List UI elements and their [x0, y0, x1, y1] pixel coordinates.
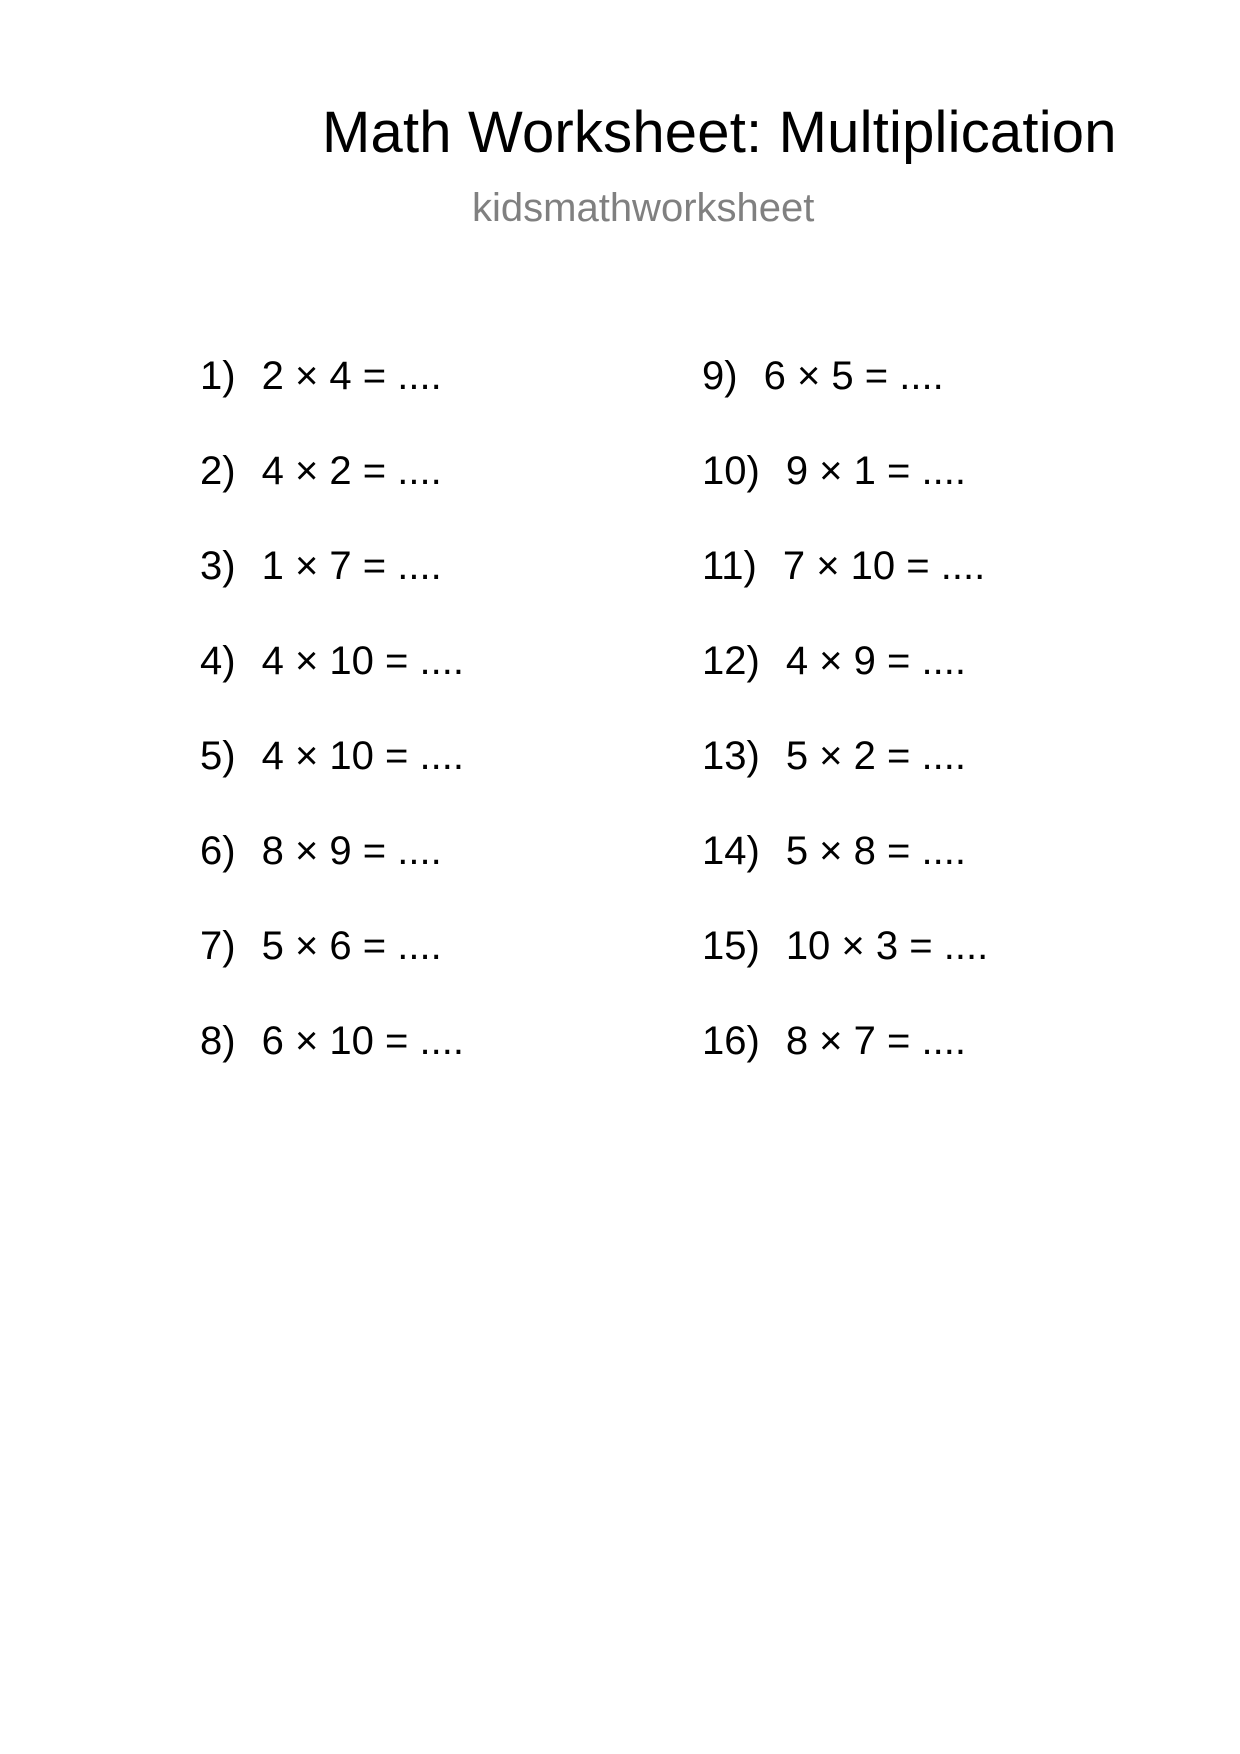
problem-expression: 8 × 7 = .... — [785, 1019, 966, 1063]
problem-expression: 6 × 10 = .... — [261, 1019, 464, 1063]
problem-item — [702, 631, 988, 726]
problem-number: 16) — [702, 1019, 760, 1063]
problem-item — [200, 536, 464, 631]
problem-number: 14) — [702, 829, 760, 873]
problem-expression: 5 × 2 = .... — [785, 734, 966, 778]
problem-item — [702, 1011, 988, 1106]
worksheet-title: Math Worksheet: Multiplication — [322, 100, 1117, 165]
problem-expression: 8 × 9 = .... — [261, 829, 442, 873]
problem-number: 12) — [702, 639, 760, 683]
problem-expression: 4 × 2 = .... — [261, 449, 442, 493]
problem-item — [200, 1011, 464, 1106]
problem-number: 4) — [200, 639, 236, 683]
problem-expression: 1 × 7 = .... — [261, 544, 442, 588]
problem-expression: 9 × 1 = .... — [785, 449, 966, 493]
problem-number: 5) — [200, 734, 236, 778]
problem-expression: 6 × 5 = .... — [763, 354, 944, 398]
problem-number: 11) — [702, 544, 757, 588]
problem-expression: 7 × 10 = .... — [782, 544, 986, 588]
problem-number: 7) — [200, 924, 236, 968]
problem-item — [702, 346, 988, 441]
worksheet-subtitle: kidsmathworksheet — [472, 186, 815, 230]
problem-expression: 4 × 9 = .... — [785, 639, 966, 683]
problem-item — [702, 916, 988, 1011]
problem-number: 2) — [200, 449, 236, 493]
problem-item — [702, 726, 988, 821]
problem-column-left — [200, 346, 464, 1106]
problem-number: 15) — [702, 924, 760, 968]
problem-expression: 5 × 8 = .... — [785, 829, 966, 873]
problem-expression: 4 × 10 = .... — [261, 734, 464, 778]
problem-item — [702, 441, 988, 536]
problem-item — [200, 441, 464, 536]
problem-expression: 2 × 4 = .... — [261, 354, 442, 398]
problem-item — [702, 821, 988, 916]
problem-expression: 5 × 6 = .... — [261, 924, 442, 968]
problem-expression: 10 × 3 = .... — [785, 924, 989, 968]
problem-item — [200, 346, 464, 441]
problem-item — [200, 821, 464, 916]
problem-expression: 4 × 10 = .... — [261, 639, 464, 683]
problem-number: 8) — [200, 1019, 236, 1063]
problem-item — [702, 536, 988, 631]
problem-number: 9) — [702, 354, 738, 398]
problem-number: 13) — [702, 734, 760, 778]
problem-column-right — [702, 346, 988, 1106]
problem-number: 1) — [200, 354, 236, 398]
problem-number: 3) — [200, 544, 236, 588]
problem-item — [200, 726, 464, 821]
problem-item — [200, 631, 464, 726]
problem-number: 10) — [702, 449, 760, 493]
problem-item — [200, 916, 464, 1011]
problem-number: 6) — [200, 829, 236, 873]
